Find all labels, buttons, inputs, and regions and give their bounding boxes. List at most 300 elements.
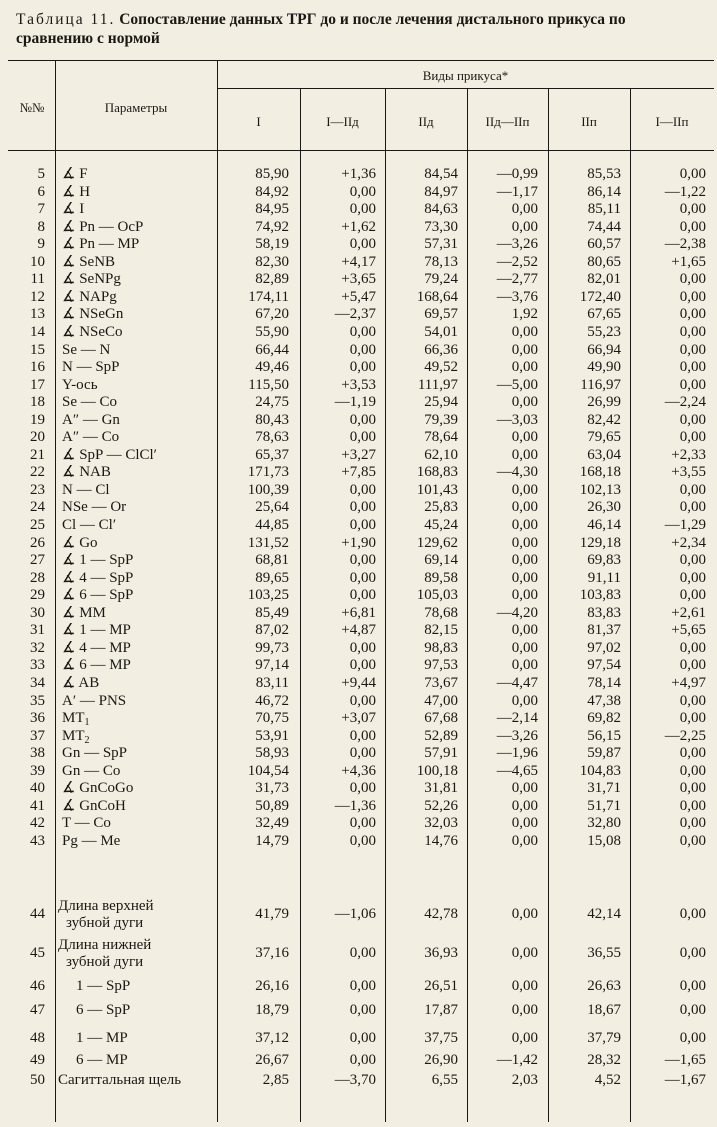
- value-cell: 0,00: [349, 481, 376, 498]
- value-cell: 0,00: [679, 832, 706, 849]
- row-number: 7: [37, 201, 45, 218]
- row-number: 28: [30, 569, 45, 586]
- param-label: ∡ 6 — SpP: [62, 587, 134, 604]
- row-number: 30: [30, 604, 45, 621]
- value-cell: 80,65: [587, 253, 621, 270]
- value-cell: 0,00: [679, 552, 706, 569]
- row-number: 10: [30, 253, 45, 270]
- value-cell: 17,87: [424, 1002, 458, 1018]
- row-number: 14: [30, 323, 45, 340]
- value-cell: 67,65: [587, 306, 621, 323]
- value-cell: 59,87: [587, 745, 621, 762]
- value-cell: 0,00: [511, 552, 538, 569]
- value-cell: 36,55: [587, 945, 621, 961]
- param-label: ∡ NAB: [62, 464, 111, 481]
- value-cell: 0,00: [349, 978, 376, 994]
- row-number: 31: [30, 622, 45, 639]
- param-label: зубной дуги: [66, 954, 144, 970]
- value-cell: —1,67: [664, 1072, 706, 1088]
- row-number: 18: [30, 394, 45, 411]
- param-label: ∡ NSeCo: [62, 323, 123, 340]
- value-cell: 111,97: [417, 376, 458, 393]
- value-cell: 74,92: [255, 218, 289, 235]
- header-col-5: IIп: [581, 114, 597, 129]
- value-cell: 0,00: [679, 306, 706, 323]
- value-cell: 67,20: [255, 306, 289, 323]
- value-cell: 0,00: [349, 587, 376, 604]
- param-label: T — Co: [62, 815, 111, 832]
- row-number: 22: [30, 464, 45, 481]
- param-label: ∡ SeNB: [62, 253, 116, 270]
- value-cell: 0,00: [349, 429, 376, 446]
- value-cell: 0,00: [349, 1002, 376, 1018]
- row-number: 33: [30, 657, 45, 674]
- value-cell: 66,36: [424, 341, 458, 358]
- value-cell: 83,11: [255, 674, 289, 691]
- value-cell: 49,90: [587, 359, 621, 376]
- value-cell: 0,00: [511, 323, 538, 340]
- value-cell: —5,00: [496, 376, 538, 393]
- value-cell: 91,11: [587, 569, 621, 586]
- value-cell: 0,00: [511, 201, 538, 218]
- param-label: 1 — SpP: [76, 978, 131, 994]
- row-number: 47: [30, 1002, 45, 1018]
- value-cell: 0,00: [349, 517, 376, 533]
- value-cell: +9,44: [341, 674, 376, 691]
- value-cell: 116,97: [580, 376, 621, 393]
- value-cell: 97,54: [587, 657, 621, 674]
- value-cell: —4,30: [496, 464, 538, 481]
- value-cell: 85,11: [587, 201, 621, 218]
- value-cell: 25,83: [424, 499, 458, 516]
- param-label: 6 — SpP: [76, 1002, 131, 1018]
- value-cell: 0,00: [679, 271, 706, 288]
- header-col-4: IIд—IIп: [485, 114, 530, 129]
- value-cell: 42,78: [424, 906, 458, 922]
- param-label: ∡ GnCoGo: [62, 780, 134, 797]
- param-label: Se — Co: [62, 394, 118, 411]
- value-cell: 49,46: [255, 359, 289, 376]
- value-cell: 0,00: [511, 639, 538, 656]
- row-number: 12: [30, 288, 45, 305]
- row-number: 5: [37, 166, 45, 182]
- value-cell: 0,00: [349, 411, 376, 428]
- value-cell: 0,00: [511, 1030, 538, 1046]
- param-label: $MT_1$: [62, 710, 90, 729]
- value-cell: 89,58: [424, 569, 458, 586]
- value-cell: 0,00: [679, 815, 706, 832]
- value-cell: 0,00: [349, 815, 376, 832]
- value-cell: 36,93: [424, 945, 458, 961]
- caption-lead: Таблица 11.: [16, 11, 116, 28]
- param-label: ∡ 6 — MP: [62, 657, 131, 674]
- value-cell: 98,83: [424, 639, 458, 656]
- value-cell: 79,24: [424, 271, 458, 288]
- value-cell: +5,65: [671, 622, 706, 639]
- row-number: 25: [30, 517, 45, 533]
- value-cell: 26,63: [587, 978, 621, 994]
- value-cell: +3,07: [341, 710, 376, 727]
- value-cell: 84,63: [424, 201, 458, 218]
- value-cell: —3,70: [334, 1072, 376, 1088]
- value-cell: —3,26: [496, 727, 538, 744]
- value-cell: 171,73: [247, 464, 289, 481]
- row-number: 35: [30, 692, 45, 709]
- row-number: 29: [30, 587, 45, 604]
- value-cell: 0,00: [511, 815, 538, 832]
- value-cell: 49,52: [424, 359, 458, 376]
- value-cell: 66,94: [587, 341, 621, 358]
- value-cell: 42,14: [587, 906, 621, 922]
- value-cell: +3,53: [341, 376, 376, 393]
- row-number: 38: [30, 745, 45, 762]
- value-cell: 131,52: [247, 534, 289, 551]
- value-cell: 0,00: [679, 499, 706, 516]
- value-cell: —1,06: [334, 906, 376, 922]
- value-cell: 15,08: [587, 832, 621, 849]
- value-cell: 86,14: [587, 183, 621, 200]
- value-cell: 0,00: [349, 832, 376, 849]
- value-cell: 104,83: [579, 762, 621, 779]
- value-cell: 73,67: [424, 674, 458, 691]
- table-top-rule: [8, 60, 714, 61]
- value-cell: 0,00: [679, 341, 706, 358]
- value-cell: 18,79: [255, 1002, 289, 1018]
- param-label: Длина нижней: [58, 937, 152, 953]
- param-subscript: 2: [84, 734, 90, 746]
- row-number: 39: [30, 762, 45, 779]
- value-cell: —4,65: [496, 762, 538, 779]
- value-cell: 78,13: [424, 253, 458, 270]
- value-cell: 55,90: [255, 323, 289, 340]
- value-cell: 45,24: [424, 517, 458, 533]
- value-cell: 0,00: [679, 978, 706, 994]
- row-number: 37: [30, 727, 45, 744]
- value-cell: —1,17: [496, 183, 538, 200]
- value-cell: 0,00: [511, 587, 538, 604]
- value-cell: 26,67: [255, 1052, 289, 1068]
- value-cell: 0,00: [349, 945, 376, 961]
- value-cell: 47,00: [424, 692, 458, 709]
- value-cell: 0,00: [349, 499, 376, 516]
- param-subscript: 1: [84, 717, 90, 729]
- param-label: ∡ SeNPg: [62, 271, 121, 288]
- value-cell: 67,68: [424, 710, 458, 727]
- value-cell: 82,89: [255, 271, 289, 288]
- row-number: 49: [30, 1052, 45, 1068]
- row-number: 16: [30, 359, 45, 376]
- row-number: 20: [30, 429, 45, 446]
- value-cell: 0,00: [511, 429, 538, 446]
- row-number: 48: [30, 1030, 45, 1046]
- param-label: зубной дуги: [66, 915, 144, 931]
- value-cell: 58,93: [255, 745, 289, 762]
- value-cell: 0,00: [511, 1002, 538, 1018]
- value-cell: —2,52: [496, 253, 538, 270]
- value-cell: 84,97: [424, 183, 458, 200]
- value-cell: 89,65: [255, 569, 289, 586]
- value-cell: 0,00: [679, 288, 706, 305]
- value-cell: +4,97: [671, 674, 706, 691]
- value-cell: 0,00: [679, 906, 706, 922]
- value-cell: 57,91: [424, 745, 458, 762]
- value-cell: 44,85: [255, 517, 289, 533]
- value-cell: 105,03: [416, 587, 458, 604]
- value-cell: 0,00: [511, 906, 538, 922]
- value-cell: 1,92: [511, 306, 538, 323]
- value-cell: —1,42: [496, 1052, 538, 1068]
- header-col-6: I—IIп: [655, 114, 689, 129]
- value-cell: 0,00: [349, 692, 376, 709]
- value-cell: 129,18: [579, 534, 621, 551]
- row-number: 24: [30, 499, 45, 516]
- value-cell: 0,00: [349, 639, 376, 656]
- value-cell: 69,82: [587, 710, 621, 727]
- value-cell: 172,40: [579, 288, 621, 305]
- value-cell: 0,00: [511, 534, 538, 551]
- value-cell: 100,18: [416, 762, 458, 779]
- value-cell: 47,38: [587, 692, 621, 709]
- value-cell: 31,81: [424, 780, 458, 797]
- value-cell: 115,50: [248, 376, 289, 393]
- value-cell: 32,49: [255, 815, 289, 832]
- value-cell: 84,95: [255, 201, 289, 218]
- value-cell: 31,73: [255, 780, 289, 797]
- value-cell: 84,54: [424, 166, 458, 182]
- value-cell: 0,00: [349, 569, 376, 586]
- header-params: Параметры: [104, 100, 168, 115]
- value-cell: —2,14: [496, 710, 538, 727]
- row-number: 21: [30, 446, 45, 463]
- value-cell: 0,00: [349, 341, 376, 358]
- value-cell: 26,30: [587, 499, 621, 516]
- row-number: 41: [30, 797, 45, 814]
- value-cell: 0,00: [349, 359, 376, 376]
- param-label: ∡ MM: [62, 604, 106, 621]
- value-cell: 0,00: [349, 201, 376, 218]
- value-cell: 32,03: [424, 815, 458, 832]
- value-cell: 26,51: [424, 978, 458, 994]
- value-cell: —1,29: [664, 517, 706, 533]
- group-header-rule: [217, 88, 714, 89]
- table-caption: [16, 10, 706, 48]
- row-number: 32: [30, 639, 45, 656]
- param-label: ∡ AB: [62, 674, 100, 691]
- value-cell: 0,00: [679, 569, 706, 586]
- value-cell: 0,00: [679, 166, 706, 182]
- value-cell: 0,00: [679, 692, 706, 709]
- value-cell: 0,00: [679, 323, 706, 340]
- header-col-1: I: [256, 114, 261, 129]
- value-cell: 0,00: [679, 481, 706, 498]
- value-cell: 0,00: [511, 341, 538, 358]
- value-cell: +4,17: [341, 253, 376, 270]
- value-cell: 53,91: [255, 727, 289, 744]
- value-cell: 0,00: [679, 218, 706, 235]
- value-cell: 0,00: [679, 762, 706, 779]
- row-number: 46: [30, 978, 45, 994]
- row-number: 23: [30, 481, 45, 498]
- value-cell: 78,14: [587, 674, 621, 691]
- value-cell: 78,68: [424, 604, 458, 621]
- value-cell: 24,75: [255, 394, 289, 411]
- value-cell: +4,87: [341, 622, 376, 639]
- value-cell: —3,76: [496, 288, 538, 305]
- value-cell: 85,49: [255, 604, 289, 621]
- value-cell: 0,00: [349, 657, 376, 674]
- value-cell: 0,00: [349, 727, 376, 744]
- header-number: №№: [19, 100, 45, 115]
- row-number: 27: [30, 552, 45, 569]
- value-cell: 0,00: [511, 692, 538, 709]
- caption-title: Сопоставление данных ТРГ до и после лечения дистального прикуса по сравнению с нормой: [16, 11, 626, 47]
- value-cell: 37,79: [587, 1030, 621, 1046]
- value-cell: +7,85: [341, 464, 376, 481]
- value-cell: 97,14: [255, 657, 289, 674]
- param-label: 6 — MP: [76, 1052, 128, 1068]
- value-cell: 41,79: [255, 906, 289, 922]
- value-cell: 2,03: [511, 1072, 538, 1088]
- value-cell: 0,00: [511, 359, 538, 376]
- param-label: N — Cl: [62, 481, 110, 498]
- value-cell: 0,00: [679, 1030, 706, 1046]
- param-label: Сагиттальная щель: [58, 1072, 182, 1088]
- row-number: 42: [30, 815, 45, 832]
- value-cell: +1,90: [341, 534, 376, 551]
- value-cell: —3,03: [496, 411, 538, 428]
- value-cell: 37,16: [255, 945, 289, 961]
- value-cell: +2,33: [671, 446, 706, 463]
- value-cell: 0,00: [679, 780, 706, 797]
- value-cell: 50,89: [255, 797, 289, 814]
- value-cell: 99,73: [255, 639, 289, 656]
- value-cell: 31,71: [587, 780, 621, 797]
- row-number: 15: [30, 341, 45, 358]
- value-cell: 0,00: [511, 978, 538, 994]
- value-cell: 69,14: [424, 552, 458, 569]
- value-cell: 168,18: [579, 464, 621, 481]
- value-cell: 2,85: [262, 1072, 289, 1088]
- value-cell: 28,32: [587, 1052, 621, 1068]
- value-cell: 0,00: [679, 710, 706, 727]
- param-label: ∡ SpP — ClCl′: [62, 446, 157, 463]
- value-cell: 4,52: [594, 1072, 621, 1088]
- value-cell: 51,71: [587, 797, 621, 814]
- row-number: 36: [30, 710, 45, 727]
- param-label: ∡ GnCoH: [62, 797, 126, 814]
- value-cell: 69,57: [424, 306, 458, 323]
- value-cell: 0,00: [679, 429, 706, 446]
- value-cell: +3,65: [341, 271, 376, 288]
- value-cell: 0,00: [349, 552, 376, 569]
- value-cell: 0,00: [511, 446, 538, 463]
- col-rule: [55, 60, 56, 1122]
- row-number: 6: [37, 183, 45, 200]
- value-cell: 68,81: [255, 552, 289, 569]
- value-cell: 52,26: [424, 797, 458, 814]
- value-cell: 73,30: [424, 218, 458, 235]
- value-cell: 82,15: [424, 622, 458, 639]
- value-cell: 0,00: [349, 1030, 376, 1046]
- value-cell: +3,55: [671, 464, 706, 481]
- value-cell: +1,62: [341, 218, 376, 235]
- value-cell: 0,00: [679, 411, 706, 428]
- value-cell: 0,00: [349, 745, 376, 762]
- value-cell: 0,00: [679, 945, 706, 961]
- row-number: 26: [30, 534, 45, 551]
- param-label: ∡ 1 — MP: [62, 622, 131, 639]
- value-cell: 0,00: [511, 499, 538, 516]
- row-number: 45: [30, 945, 45, 961]
- value-cell: 0,00: [679, 639, 706, 656]
- value-cell: 0,00: [511, 657, 538, 674]
- value-cell: 102,13: [579, 481, 621, 498]
- value-cell: 66,44: [255, 341, 289, 358]
- value-cell: +6,81: [341, 604, 376, 621]
- value-cell: 82,01: [587, 271, 621, 288]
- value-cell: 0,00: [349, 183, 376, 200]
- param-label: ∡ 4 — SpP: [62, 569, 134, 586]
- value-cell: +5,47: [341, 288, 376, 305]
- value-cell: 57,31: [424, 236, 458, 253]
- param-label: ∡ H: [62, 183, 91, 200]
- header-col-2: I—IIд: [326, 114, 359, 129]
- value-cell: 85,90: [255, 166, 289, 182]
- param-label: A′ — PNS: [62, 692, 127, 709]
- value-cell: —2,77: [496, 271, 538, 288]
- value-cell: 104,54: [247, 762, 289, 779]
- param-label: Se — N: [62, 341, 111, 358]
- value-cell: 63,04: [587, 446, 621, 463]
- value-cell: 97,53: [424, 657, 458, 674]
- value-cell: 81,37: [587, 622, 621, 639]
- value-cell: 37,12: [255, 1030, 289, 1046]
- value-cell: 0,00: [511, 832, 538, 849]
- value-cell: 85,53: [587, 166, 621, 182]
- param-label: Длина верхней: [58, 898, 154, 914]
- row-number: 11: [30, 271, 45, 288]
- value-cell: 65,37: [255, 446, 289, 463]
- param-label: ∡ NSeGn: [62, 306, 124, 323]
- row-number: 13: [30, 306, 45, 323]
- value-cell: —1,65: [664, 1052, 706, 1068]
- value-cell: +2,34: [671, 534, 706, 551]
- value-cell: —4,47: [496, 674, 538, 691]
- row-number: 34: [30, 674, 45, 691]
- value-cell: —1,19: [334, 394, 376, 411]
- value-cell: 0,00: [511, 945, 538, 961]
- value-cell: 80,43: [255, 411, 289, 428]
- value-cell: 0,00: [349, 1052, 376, 1068]
- value-cell: —2,24: [664, 394, 706, 411]
- param-label: ∡ Go: [62, 534, 98, 551]
- value-cell: 55,23: [587, 323, 621, 340]
- value-cell: 69,83: [587, 552, 621, 569]
- param-label: NSe — Or: [62, 499, 127, 516]
- value-cell: 0,00: [679, 376, 706, 393]
- value-cell: 79,39: [424, 411, 458, 428]
- value-cell: +1,65: [671, 253, 706, 270]
- param-label: ∡ NAPg: [62, 288, 117, 305]
- value-cell: 84,92: [255, 183, 289, 200]
- param-label: ∡ 4 — MP: [62, 639, 131, 656]
- header-group: Виды прикуса*: [422, 68, 509, 83]
- value-cell: 78,64: [424, 429, 458, 446]
- value-cell: 0,00: [349, 236, 376, 253]
- value-cell: 100,39: [247, 481, 289, 498]
- value-cell: 0,00: [511, 797, 538, 814]
- param-label: Gn — SpP: [62, 745, 128, 762]
